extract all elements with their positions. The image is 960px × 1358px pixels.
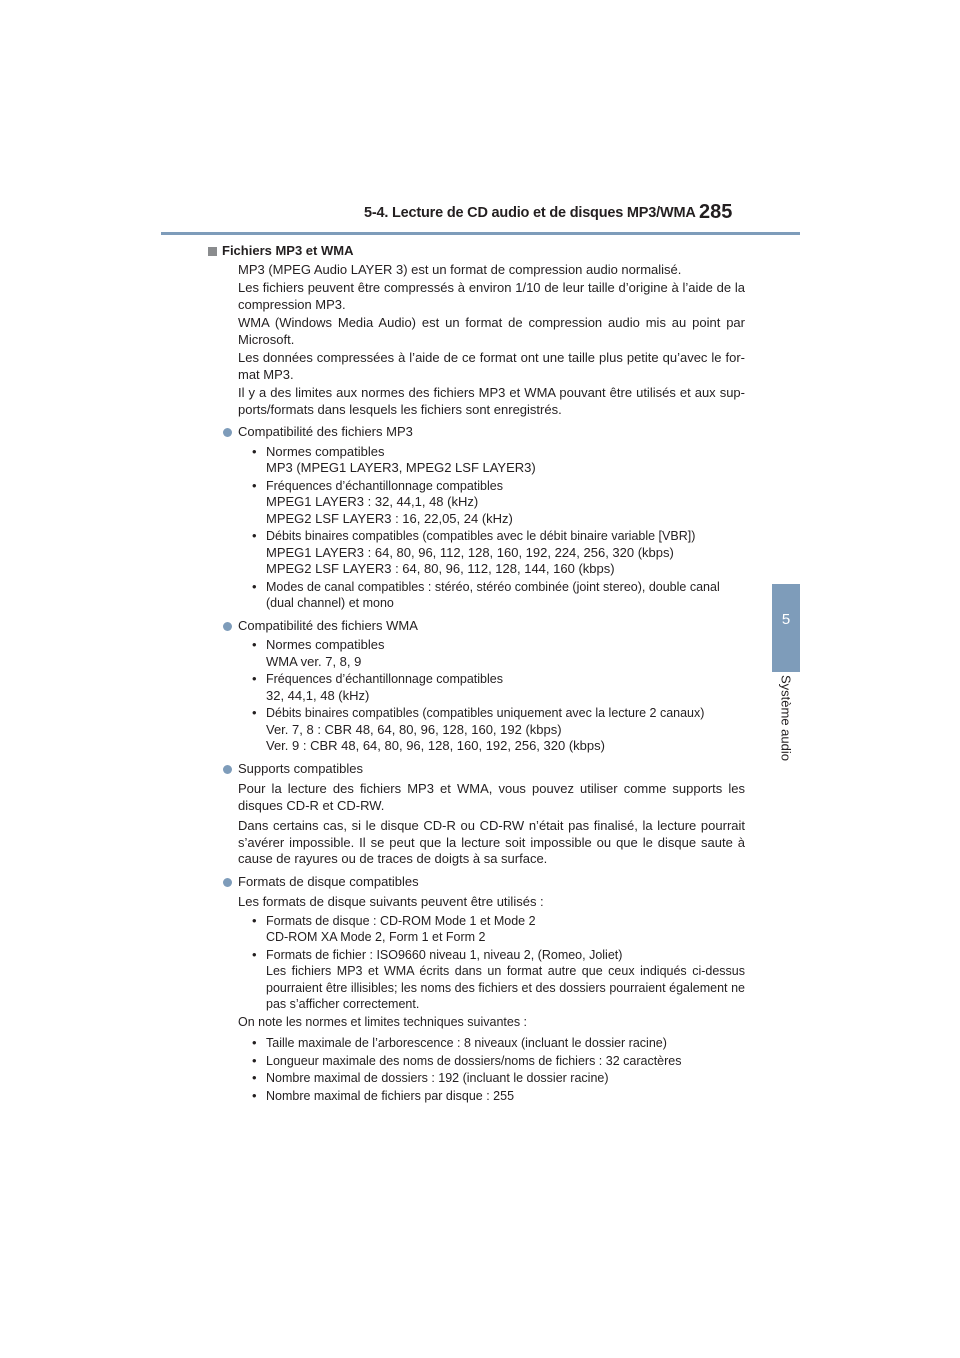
chapter-label: Système audio	[778, 675, 794, 761]
section-heading: Fichiers MP3 et WMA	[222, 243, 745, 260]
subsection-formats: Formats de disque compatibles	[222, 874, 745, 891]
list-item: • Nombre maximal de fichiers par disque : 255	[252, 1087, 515, 1103]
section-title: 5-4. Lecture de CD audio et de disques MP3/WMA	[364, 205, 696, 221]
list-item: • Taille maximale de l’arborescence : 8 niveaux (incluant le dossier racine)	[252, 1035, 667, 1050]
header-rule	[161, 232, 800, 235]
circle-bullet-icon	[223, 622, 232, 631]
page-number: 285	[699, 201, 733, 223]
list-item: • Normes compatibles WMA ver. 7, 8, 9	[252, 637, 385, 669]
supports-text	[238, 781, 745, 868]
list-item: • Débits binaires compatibles (compatibles avec le débit binaire variable [VBR]) MPEG1 LAYER3 : 64, 80, 96, 112, 128, 160, 192, 224, 256, 320 (kbps) MPEG2 LSF LAYER3 : 64, 80, 96, 112, 128, 144, 160 (kbps)	[252, 528, 696, 576]
subsection-wma: Compatibilité des fichiers WMA	[222, 618, 745, 635]
chapter-tab	[772, 584, 800, 672]
mp3-list	[238, 444, 745, 612]
intro-paragraph: MP3 (MPEG Audio LAYER 3) est un format de compression audio normalisé.	[238, 261, 682, 277]
list-item: • Modes de canal compatibles : stéréo, stéréo combinée (joint stereo), double canal (dual channel) et mono	[252, 578, 720, 610]
supports-paragraph: Pour la lecture des fichiers MP3 et WMA, vous pouvez utiliser comme supports les disques CD-R et CD-RW.	[238, 781, 745, 813]
page-content	[222, 243, 745, 1104]
circle-bullet-icon	[223, 428, 232, 437]
wma-list	[238, 637, 745, 755]
list-item: • Formats de disque : CD-ROM Mode 1 et Mode 2 CD-ROM XA Mode 2, Form 1 et Form 2	[252, 912, 536, 944]
list-item: • Formats de fichier : ISO9660 niveau 1, niveau 2, (Romeo, Joliet) Les fichiers MP3 et WMA écrits dans un format autre que ceux indiqués ci-dessus pourraient être illisibles; les noms des fichiers et des dossiers pourraient également ne pas s’afficher correctement.	[252, 946, 745, 1011]
list-item: • Fréquences d’échantillonnage compatibles MPEG1 LAYER3 : 32, 44,1, 48 (kHz) MPEG2 LSF LAYER3 : 16, 22,05, 24 (kHz)	[252, 477, 513, 526]
intro-paragraph: Il y a des limites aux normes des fichiers MP3 et WMA pouvant être utilisés et aux sup-ports/formats dans lesquels les fichiers sont enregistrés.	[238, 385, 745, 417]
circle-bullet-icon	[223, 878, 232, 887]
intro-paragraph: Les données compressées à l’aide de ce format ont une taille plus petite qu’avec le for-mat MP3.	[238, 350, 745, 382]
chapter-number: 5	[781, 611, 791, 628]
list-item: • Débits binaires compatibles (compatibles uniquement avec la lecture 2 canaux) Ver. 7, 8 : CBR 48, 64, 80, 96, 128, 160, 192 (kbps) Ver. 9 : CBR 48, 64, 80, 96, 128, 160, 192, 256, 320 (kbps)	[252, 705, 705, 753]
list-item: • Normes compatibles MP3 (MPEG1 LAYER3, MPEG2 LSF LAYER3)	[252, 443, 536, 475]
supports-paragraph: Dans certains cas, si le disque CD-R ou CD-RW n’était pas finalisé, la lecture pourrait s’avérer impossible. Il se peut que la lecture soit impossible ou que le disque saute à cause de rayures ou de traces de doigts à sa surface.	[238, 818, 745, 866]
circle-bullet-icon	[223, 765, 232, 774]
formats-text	[238, 894, 745, 1104]
limits-note: On note les normes et limites techniques suivantes :	[238, 1014, 528, 1029]
subsection-mp3: Compatibilité des fichiers MP3	[222, 424, 745, 441]
list-item: • Nombre maximal de dossiers : 192 (incluant le dossier racine)	[252, 1070, 609, 1085]
formats-intro: Les formats de disque suivants peuvent être utilisés :	[238, 894, 544, 909]
list-item: • Longueur maximale des noms de dossiers/noms de fichiers : 32 caractères	[252, 1052, 682, 1068]
subsection-supports: Supports compatibles	[222, 761, 745, 778]
intro-paragraph: Les fichiers peuvent être compressés à environ 1/10 de leur taille d’origine à l’aide de la compression MP3.	[238, 280, 745, 312]
intro-paragraph: WMA (Windows Media Audio) est un format de compression audio mis au point par Microsoft.	[238, 315, 745, 347]
square-bullet-icon	[208, 247, 217, 256]
list-item: • Fréquences d’échantillonnage compatibles 32, 44,1, 48 (kHz)	[252, 671, 503, 703]
